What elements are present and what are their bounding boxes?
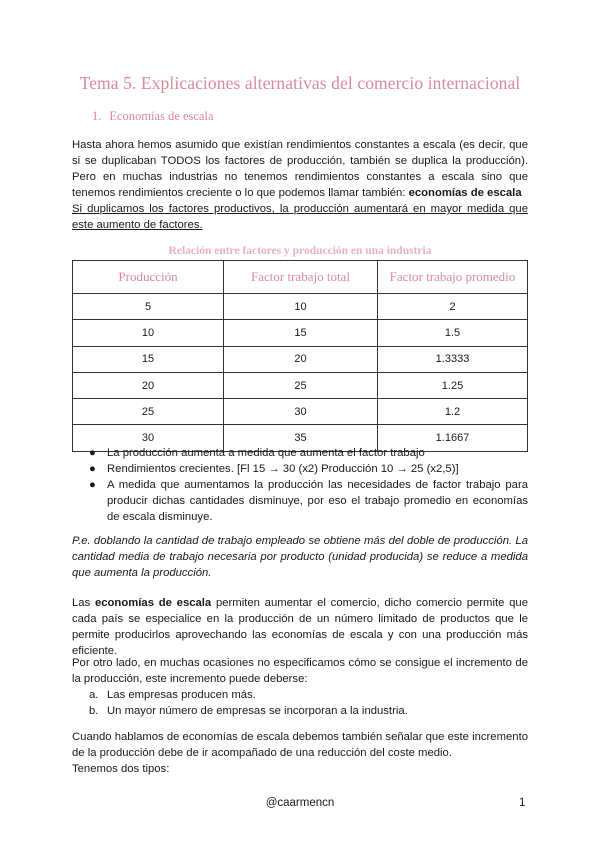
cost-paragraph: Cuando hablamos de economías de escala debemos también señalar que este incremento de la producción debe de ir acompañado de una reducción del coste medio.: [72, 731, 528, 759]
bullet-item: [72, 461, 528, 477]
table-cell: 1.5: [378, 320, 528, 346]
table-cell: 2: [378, 294, 528, 320]
bullet-text: Rendimientos crecientes. [Fl 15 → 30 (x2) Producción 10 → 25 (x2,5)]: [107, 463, 459, 475]
table-cell: 20: [224, 346, 378, 372]
table-cell: 35: [224, 425, 378, 451]
header-cell: Factor trabajo total: [224, 261, 378, 294]
intro-text: Hasta ahora hemos asumido que existían rendimientos constantes a escala (es decir, que si se duplicaban TODOS los factores de producción, también se duplica la producción). Pero en muchas industrias no tenemos rendimientos constantes a escala sino que tenemos rendimientos creciente o lo que podemos llamar también:: [72, 139, 528, 199]
section-heading: [92, 109, 214, 124]
table-cell: 1.2: [378, 399, 528, 425]
types-paragraph: Tenemos dos tipos:: [72, 763, 170, 775]
bullet-marker: ●: [89, 447, 96, 459]
table-cell: 25: [224, 372, 378, 398]
table-cell: 15: [224, 320, 378, 346]
bullet-text: La producción aumenta a medida que aumenta el factor trabajo: [107, 447, 425, 459]
header-cell: Producción: [73, 261, 224, 294]
alpha-text: Un mayor número de empresas se incorporan a la industria.: [107, 705, 408, 717]
table-cell: 20: [73, 372, 224, 398]
table-cell: 25: [73, 399, 224, 425]
table-cell: 1.25: [378, 372, 528, 398]
table-cell: 10: [224, 294, 378, 320]
table-cell: 1.1667: [378, 425, 528, 451]
table-header-row: [73, 261, 528, 294]
alpha-marker: a.: [89, 689, 99, 701]
table-cell: 5: [73, 294, 224, 320]
intro-underlined-text: Si duplicamos los factores productivos, la producción aumentará en mayor medida que este aumento de factores.: [72, 203, 528, 231]
bullet-text: A medida que aumentamos la producción las necesidades de factor trabajo para producir dichas cantidades disminuye, por eso el trabajo promedio en economías de escala disminuye.: [107, 479, 528, 523]
table-cell: 15: [73, 346, 224, 372]
table-row: [73, 320, 528, 346]
table-cell: 10: [73, 320, 224, 346]
table-cell: 30: [73, 425, 224, 451]
para2-lead: Las: [72, 597, 95, 609]
table-cell: 1.3333: [378, 346, 528, 372]
bullet-marker: ●: [89, 479, 96, 491]
bullet-item: [72, 445, 528, 461]
page-number: 1: [519, 797, 526, 809]
example-paragraph: P.e. doblando la cantidad de trabajo empleado se obtiene más del doble de producción. La cantidad media de trabajo necesaria por producto (unidad producida) se reduce a medida que aumenta la producción.: [72, 535, 528, 579]
header-cell: Factor trabajo promedio: [378, 261, 528, 294]
para2-bold-term: economías de escala: [94, 597, 212, 609]
bullet-marker: ●: [89, 463, 96, 475]
alpha-item: [72, 703, 528, 719]
table-row: [73, 372, 528, 398]
alpha-text: Las empresas producen más.: [107, 689, 256, 701]
footer-author: @caarmencn: [265, 797, 335, 809]
intro-bold-term: economías de escala: [408, 187, 522, 199]
table-row: [73, 399, 528, 425]
alpha-item: [72, 687, 528, 703]
table-row: [73, 294, 528, 320]
increment-paragraph: Por otro lado, en muchas ocasiones no especificamos cómo se consigue el incremento de la producción, este incremento puede deberse:: [72, 657, 528, 685]
table-row: [73, 346, 528, 372]
alpha-list: [72, 687, 528, 719]
data-table: [72, 260, 528, 452]
table-cell: 30: [224, 399, 378, 425]
section-number: 1.: [92, 109, 102, 123]
table-caption: Relación entre factores y producción en una industria: [168, 245, 432, 257]
bullet-item: [72, 477, 528, 525]
para2-rest: permiten aumentar el comercio, dicho comercio permite que cada país se especialice en la producción de un número limitado de productos que le permite producirlos aprovechando las economías de escala y con una producción más eficiente.: [72, 597, 528, 657]
economies-paragraph: [72, 595, 528, 659]
document-title: Tema 5. Explicaciones alternativas del comercio internacional: [79, 73, 521, 93]
alpha-marker: b.: [89, 705, 99, 717]
bullet-list: [72, 445, 528, 525]
intro-paragraph: [72, 137, 528, 233]
section-title: Economías de escala: [109, 109, 214, 123]
